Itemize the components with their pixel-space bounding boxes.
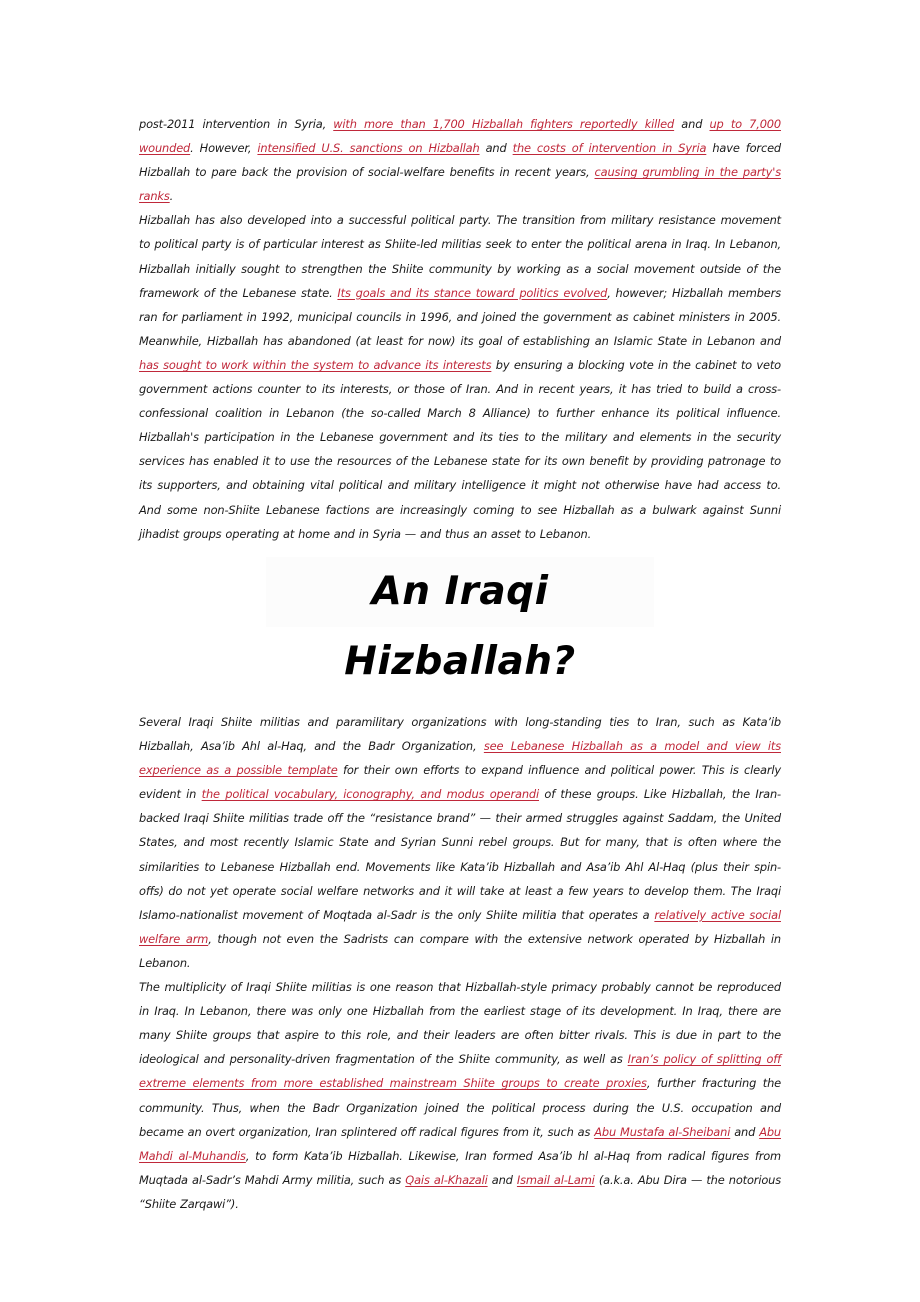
text-span: of these groups. Like Hizballah, the Iran-backed Iraqi Shiite militias trade off the “resistance brand” — their armed struggles against Saddam, the United States, and most recently Islamic State and Syrian Sunni rebel groups. But for many, that is often where the similarities to Lebanese Hizballah end. Movements like Kata’ib Hizballah and Asa’ib Ahl Al-Haq (plus their spin-offs) do not yet operate social welfare networks and it will take at least a few years to develop them. The Iraqi Islamo-nationalist movement of Moqtada al-Sadr is the only Shiite militia that operates a	[139, 787, 781, 922]
text-span: and	[674, 117, 710, 131]
text-span: Several Iraqi Shiite militias and paramilitary organizations with long-standing ties to Iran, such as Kata’ib Hizballah, Asa’ib Ahl al-Haq, and the Badr Organization,	[139, 715, 781, 754]
text-span: and	[487, 1172, 517, 1187]
link-grumbling-ranks[interactable]: causing grumbling in the party's ranks	[139, 165, 781, 204]
paragraph-iraqi-militias	[139, 710, 781, 975]
text-span: , to form Kata’ib Hizballah. Likewise, Iran formed Asa’ib hl al-Haq from radical figures from Muqtada al-Sadr’s Mahdi Army militia, such as	[139, 1148, 781, 1187]
link-goals-evolved[interactable]: Its goals and its stance toward politics evolved	[337, 285, 608, 300]
text-span: have forced Hizballah to pare back the provision of social-welfare benefits in recent years,	[139, 141, 782, 180]
link-fighters-killed[interactable]: with more than 1,700 Hizballah fighters reportedly killed	[333, 117, 675, 131]
section-heading: An Iraqi Hizballah?	[344, 569, 576, 684]
text-span: by ensuring a blocking vote in the cabinet to veto government actions counter to its interests, or those of Iran. And in recent years, it has tried to build a cross-confessional coalition in Lebanon (the so-called March 8 Alliance) to further enhance its political influence. Hizballah's participation in the Lebanese government and its ties to the military and elements in the security services has enabled it to use the resources of the Lebanese state for its own benefit by providing patronage to its supporters, and obtaining vital political and military intelligence it might not otherwise have had access to. And some non-Shiite Lebanese factions are increasingly coming to see Hizballah as a bulwark against Sunni jihadist groups operating at home and in Syria — and thus an asset to Lebanon.	[139, 357, 781, 541]
text-span: . However,	[190, 141, 258, 156]
section-heading-container	[266, 557, 654, 684]
text-span: , though not even the Sadrists can compare with the extensive network operated by Hizballah in Lebanon.	[139, 931, 781, 970]
text-span: , however; Hizballah members ran for parliament in 1992, municipal councils in 1996, and joined the government as cabinet ministers in 2005. Meanwhile, Hizballah has abandoned (at least for now) its goal of establishing an Islamic State in Lebanon and	[139, 285, 781, 348]
paragraph-syria-costs	[139, 112, 781, 208]
article-top-section	[139, 112, 781, 546]
text-span: The multiplicity of Iraqi Shiite militias is one reason that Hizballah-style primacy probably cannot be reproduced in Iraq. In Lebanon, there was only one Hizballah from the earliest stage of its development. In Iraq, there are many Shiite groups that aspire to this role, and their leaders are often bitter rivals. This is due in part to the ideological and personality-driven fragmentation of the Shiite community, as well as	[139, 980, 781, 1067]
text-span: Hizballah has also developed into a successful political party. The transition from military resistance movement to political party is of particular interest as Shiite-led militias seek to enter the political arena in Iraq. In Lebanon, Hizballah initially sought to strengthen the Shiite community by working as a social movement outside of the framework of the Lebanese state.	[139, 213, 781, 300]
text-span: for their own efforts to expand influence and political power. This is clearly evident in	[139, 763, 781, 802]
link-abu-mahdi[interactable]: Abu Mahdi al-Muhandis	[139, 1124, 781, 1163]
text-span: post-2011 intervention in Syria,	[139, 117, 334, 131]
link-abu-mustafa[interactable]: Abu Mustafa al-Sheibani	[594, 1124, 731, 1139]
article-iraq-section	[139, 710, 781, 1216]
text-span: and	[479, 141, 513, 156]
text-span: , further fracturing the community. Thus, when the Badr Organization joined the political process during the U.S. occupation and became an overt organization, Iran splintered off radical figures from it, such as	[139, 1076, 781, 1139]
link-costs-intervention[interactable]: the costs of intervention in Syria	[512, 141, 707, 156]
link-hizballah-model[interactable]: see Lebanese Hizballah as a model and view its experience as a possible template	[139, 739, 781, 778]
text-span: (a.k.a. Abu Dira — the notorious “Shiite Zarqawi”).	[139, 1172, 782, 1211]
link-wounded[interactable]: up to 7,000 wounded	[139, 117, 781, 156]
link-us-sanctions[interactable]: intensified U.S. sanctions on Hizballah	[257, 141, 480, 156]
text-span: and	[730, 1124, 760, 1139]
link-iran-policy-splitting[interactable]: Iran’s policy of splitting off extreme elements from more established mainstream Shiite groups to create proxies	[139, 1052, 781, 1091]
link-political-vocabulary[interactable]: the political vocabulary, iconography, and modus operandi	[201, 787, 539, 802]
paragraph-political-party	[139, 208, 781, 545]
link-ismail-lami[interactable]: Ismail al-Lami	[516, 1172, 595, 1187]
text-span: .	[169, 189, 174, 204]
link-work-within-system[interactable]: has sought to work within the system to advance its interests	[139, 357, 492, 372]
link-social-welfare-arm[interactable]: relatively active social welfare arm	[139, 907, 781, 946]
paragraph-multiplicity	[139, 975, 781, 1216]
link-qais-khazali[interactable]: Qais al-Khazali	[405, 1172, 488, 1187]
